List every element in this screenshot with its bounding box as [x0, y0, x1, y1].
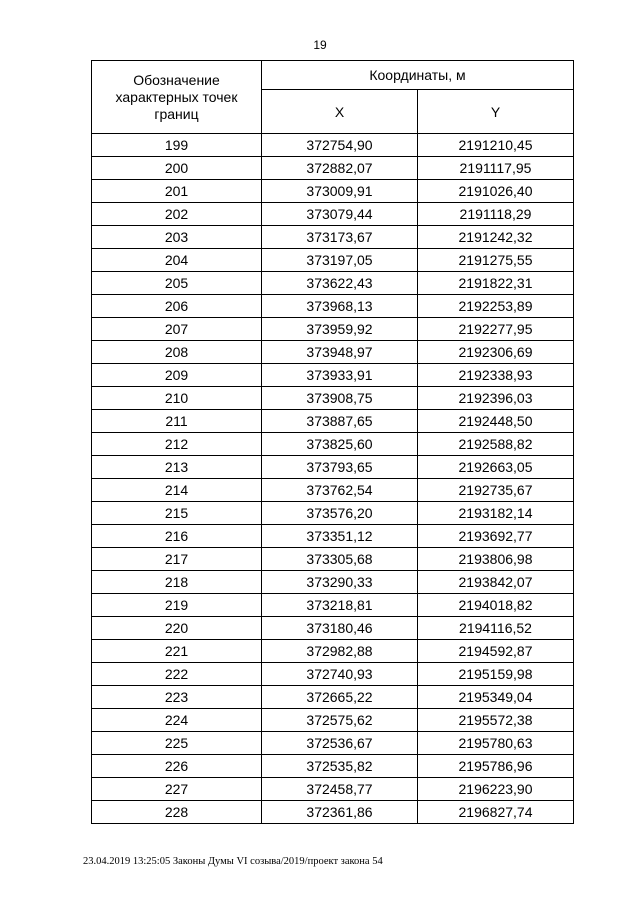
table-row [92, 594, 574, 617]
cell-point: 221 [92, 640, 262, 663]
cell-x: 373197,05 [262, 249, 418, 272]
cell-point: 224 [92, 709, 262, 732]
table-row [92, 479, 574, 502]
cell-point: 219 [92, 594, 262, 617]
header-point-label: Обозначение характерных точек границ [92, 61, 262, 134]
footer-document-info: 23.04.2019 13:25:05 Законы Думы VI созыва/2019/проект закона 54 [83, 856, 383, 867]
cell-point: 205 [92, 272, 262, 295]
cell-y: 2191275,55 [418, 249, 574, 272]
cell-x: 373908,75 [262, 387, 418, 410]
cell-point: 214 [92, 479, 262, 502]
cell-y: 2191117,95 [418, 157, 574, 180]
cell-x: 372665,22 [262, 686, 418, 709]
cell-y: 2192735,67 [418, 479, 574, 502]
cell-point: 200 [92, 157, 262, 180]
cell-point: 206 [92, 295, 262, 318]
cell-point: 217 [92, 548, 262, 571]
cell-y: 2192253,89 [418, 295, 574, 318]
cell-x: 373968,13 [262, 295, 418, 318]
cell-x: 373933,91 [262, 364, 418, 387]
cell-y: 2192277,95 [418, 318, 574, 341]
table-row [92, 364, 574, 387]
cell-point: 222 [92, 663, 262, 686]
cell-y: 2193692,77 [418, 525, 574, 548]
cell-point: 218 [92, 571, 262, 594]
cell-x: 372740,93 [262, 663, 418, 686]
cell-point: 216 [92, 525, 262, 548]
table-row [92, 318, 574, 341]
cell-y: 2195159,98 [418, 663, 574, 686]
cell-y: 2191822,31 [418, 272, 574, 295]
cell-point: 225 [92, 732, 262, 755]
table-row [92, 732, 574, 755]
cell-x: 372754,90 [262, 134, 418, 157]
header-x: X [262, 90, 418, 134]
cell-y: 2192396,03 [418, 387, 574, 410]
cell-y: 2196827,74 [418, 801, 574, 824]
cell-y: 2191026,40 [418, 180, 574, 203]
cell-x: 373079,44 [262, 203, 418, 226]
table-row [92, 180, 574, 203]
cell-x: 373173,67 [262, 226, 418, 249]
cell-x: 373793,65 [262, 456, 418, 479]
table-row [92, 272, 574, 295]
table-row [92, 456, 574, 479]
cell-y: 2192448,50 [418, 410, 574, 433]
cell-point: 212 [92, 433, 262, 456]
cell-point: 209 [92, 364, 262, 387]
table-body [92, 134, 574, 824]
table-header [92, 61, 574, 134]
cell-x: 373576,20 [262, 502, 418, 525]
cell-x: 373351,12 [262, 525, 418, 548]
cell-point: 202 [92, 203, 262, 226]
cell-point: 199 [92, 134, 262, 157]
cell-point: 215 [92, 502, 262, 525]
cell-point: 201 [92, 180, 262, 203]
cell-x: 372361,86 [262, 801, 418, 824]
cell-x: 373218,81 [262, 594, 418, 617]
table-row [92, 778, 574, 801]
cell-y: 2194116,52 [418, 617, 574, 640]
table-row [92, 226, 574, 249]
header-coordinates: Координаты, м [262, 61, 574, 90]
table-row [92, 502, 574, 525]
cell-x: 373009,91 [262, 180, 418, 203]
table-row [92, 134, 574, 157]
cell-y: 2192338,93 [418, 364, 574, 387]
cell-y: 2195572,38 [418, 709, 574, 732]
cell-x: 372575,62 [262, 709, 418, 732]
cell-x: 373622,43 [262, 272, 418, 295]
cell-x: 372536,67 [262, 732, 418, 755]
table-row [92, 709, 574, 732]
cell-point: 227 [92, 778, 262, 801]
table-row [92, 157, 574, 180]
table-row [92, 203, 574, 226]
cell-x: 373180,46 [262, 617, 418, 640]
table-row [92, 801, 574, 824]
cell-point: 220 [92, 617, 262, 640]
cell-y: 2193182,14 [418, 502, 574, 525]
cell-x: 373948,97 [262, 341, 418, 364]
cell-point: 211 [92, 410, 262, 433]
cell-y: 2193842,07 [418, 571, 574, 594]
cell-point: 226 [92, 755, 262, 778]
table-row [92, 571, 574, 594]
cell-point: 203 [92, 226, 262, 249]
table-row [92, 341, 574, 364]
cell-y: 2194018,82 [418, 594, 574, 617]
cell-y: 2195349,04 [418, 686, 574, 709]
cell-y: 2192663,05 [418, 456, 574, 479]
table-row [92, 249, 574, 272]
table-row [92, 525, 574, 548]
coordinates-table [91, 60, 574, 824]
cell-y: 2191118,29 [418, 203, 574, 226]
table-row [92, 433, 574, 456]
cell-y: 2195786,96 [418, 755, 574, 778]
page-number: 19 [313, 38, 327, 52]
header-y: Y [418, 90, 574, 134]
cell-x: 372458,77 [262, 778, 418, 801]
cell-y: 2195780,63 [418, 732, 574, 755]
cell-point: 204 [92, 249, 262, 272]
cell-y: 2192306,69 [418, 341, 574, 364]
cell-x: 373290,33 [262, 571, 418, 594]
table-row [92, 295, 574, 318]
cell-y: 2191210,45 [418, 134, 574, 157]
table-row [92, 640, 574, 663]
cell-x: 373825,60 [262, 433, 418, 456]
cell-point: 213 [92, 456, 262, 479]
cell-point: 223 [92, 686, 262, 709]
table-row [92, 686, 574, 709]
cell-x: 372982,88 [262, 640, 418, 663]
cell-y: 2191242,32 [418, 226, 574, 249]
cell-x: 373305,68 [262, 548, 418, 571]
cell-y: 2193806,98 [418, 548, 574, 571]
cell-point: 207 [92, 318, 262, 341]
table-row [92, 387, 574, 410]
table-row [92, 755, 574, 778]
cell-x: 373762,54 [262, 479, 418, 502]
cell-point: 208 [92, 341, 262, 364]
cell-x: 373887,65 [262, 410, 418, 433]
cell-x: 372535,82 [262, 755, 418, 778]
table-row [92, 663, 574, 686]
table-row [92, 617, 574, 640]
cell-point: 210 [92, 387, 262, 410]
cell-y: 2192588,82 [418, 433, 574, 456]
cell-x: 373959,92 [262, 318, 418, 341]
table-row [92, 548, 574, 571]
cell-x: 372882,07 [262, 157, 418, 180]
table-row [92, 410, 574, 433]
cell-point: 228 [92, 801, 262, 824]
cell-y: 2196223,90 [418, 778, 574, 801]
cell-y: 2194592,87 [418, 640, 574, 663]
